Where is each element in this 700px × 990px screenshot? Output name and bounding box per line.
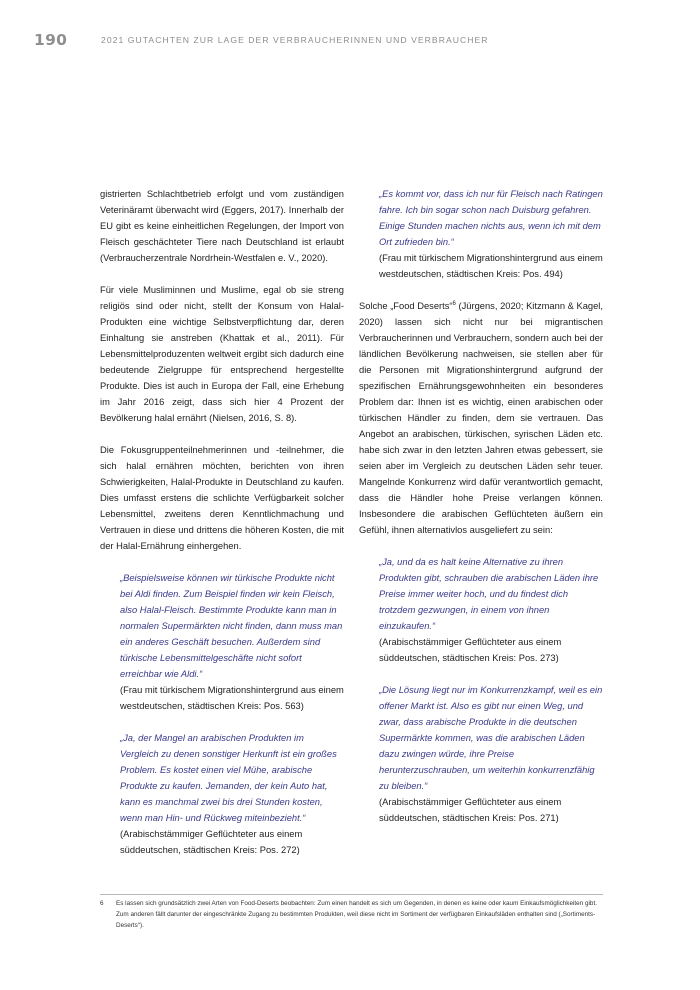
left-paragraph-2: Für viele Musliminnen und Muslime, egal ob sie streng religiös sind oder nicht, stellt der Konsum von Halal-Produkten eine wichtige Selbstverpflichtung dar, deren Einhaltung sie anstreben (Khattak et al., 2011). Für Lebensmittelproduzenten weltweit ergibt sich dadurch eine bedeutende Zielgruppe für entsprechend hergestellte Produkte. Dies ist auch in Europa der Fall, eine Erhebung im Jahr 2016 zeigt, dass sich hier 4 Prozent der Bevölkerung halal ernährt (Nielsen, 2016, S. 8). <box>100 285 344 423</box>
quote-text: „Ja, der Mangel an arabischen Produkten im Vergleich zu denen sonstiger Herkunft ist ein großes Problem. Es kostet einen viel Mühe, arabische Produkte zu kaufen. Jemanden, der kein Auto hat, kann es manchmal zwei bis drei Stunden kosten, wenn man Hin- und Rückweg miteinbezieht.“ <box>120 733 337 823</box>
paragraph-body: (Jürgens, 2020; Kitzmann & Kagel, 2020) lassen sich nicht nur bei migrantischen Verbraucherinnen und Verbrauchern, sondern auch bei der ländlichen Bevölkerung nachweisen, sie stellen aber für die Personen mit Migrationshintergrund aufgrund der spezifischen Ernährungsgewohnheiten ein besonderes Problem dar: Ihnen ist es wichtig, einen arabischen oder türkischen Händler zu finden, dem sie vertrauen. Das Angebot an arabischen, türkischen, syrischen Läden etc. habe sich zwar in den letzten Jahren etwas gebessert, sie seien aber im Vergleich zu deutschen Läden sehr teuer. Mangelnde Konkurrenz wird dafür verantwortlich gemacht, dass die Händler hohe Preise verlangen können. Insbesondere die arabischen Geflüchteten äußern ein Gefühl, ihnen alternativlos ausgeliefert zu sein: <box>359 301 603 535</box>
running-head: 2021 GUTACHTEN ZUR LAGE DER VERBRAUCHERINNEN UND VERBRAUCHER <box>101 35 489 45</box>
footnote <box>100 898 603 931</box>
quote-text: „Beispielsweise können wir türkische Produkte nicht bei Aldi finden. Zum Beispiel finden wir kein Fleisch, also Halal-Fleisch. Bestimmte Produkte kann man in normalen Supermärkten nicht finden, dann muss man ein anderes Geschäft besuchen. Außerdem sind türkische Lebensmittelgeschäfte nicht sofort erreichbar wie Aldi.“ <box>120 573 343 679</box>
paragraph-lead: Solche „Food Deserts“ <box>359 301 453 311</box>
page-number: 190 <box>34 31 68 49</box>
right-column <box>359 186 603 842</box>
quote-source: (Arabischstämmiger Geflüchteter aus einem süddeutschen, städtischen Kreis: Pos. 271) <box>379 797 562 823</box>
quote-source: (Arabischstämmiger Geflüchteter aus einem süddeutschen, städtischen Kreis: Pos. 272) <box>120 829 303 855</box>
left-column <box>100 186 344 874</box>
footnote-number: 6 <box>100 900 104 907</box>
left-paragraph-1: gistrierten Schlachtbetrieb erfolgt und vom zuständigen Veterinäramt überwacht wird (Eggers, 2017). Innerhalb der EU gibt es keine einheitlichen Regelungen, der Import von Fleisch geschächteter Tiere nach Deutschland ist erlaubt (Verbraucherzentrale Nordrhein-Westfalen e. V., 2020). <box>100 189 344 263</box>
right-paragraph-1 <box>359 298 603 538</box>
right-quote-2 <box>359 682 603 826</box>
quote-source: (Frau mit türkischem Migrationshintergrund aus einem westdeutschen, städtischen Kreis: Pos. 563) <box>120 685 344 711</box>
page-header <box>34 30 489 50</box>
footnote-divider <box>100 894 603 895</box>
quote-text: „Die Lösung liegt nur im Konkurrenzkampf, weil es ein offener Markt ist. Also es gibt nur einen Weg, und zwar, dass arabische Produkte in die deutschen Supermärkte kommen, was die arabischen Läden dazu zwingen würde, ihre Preise herunterzuschrauben, um weiterhin konkurrenzfähig zu bleiben.“ <box>379 685 603 791</box>
footnote-text: Es lassen sich grundsätzlich zwei Arten von Food-Deserts beobachten: Zum einen handelt es sich um Gegenden, in denen es keine oder kaum Einkaufsmöglichkeiten gibt. Zum anderen fällt darunter der eingeschränkte Zugang zu bestimmten Produkten, weil diese nicht im Sortiment der verfügbaren Einkaufsläden enthalten sind („Sortiments-Deserts“). <box>116 900 597 929</box>
left-quote-2 <box>100 730 344 858</box>
quote-source: (Frau mit türkischem Migrationshintergrund aus einem westdeutschen, städtischen Kreis: Pos. 494) <box>379 253 603 279</box>
footnote-reference[interactable]: 6 <box>452 300 456 307</box>
quote-text: „Es kommt vor, dass ich nur für Fleisch nach Ratingen fahre. Ich bin sogar schon nach Duisburg gefahren. Einige Stunden machen nichts aus, wenn ich mit dem Ort zufrieden bin.“ <box>379 189 603 247</box>
quote-source: (Arabischstämmiger Geflüchteter aus einem süddeutschen, städtischen Kreis: Pos. 273) <box>379 637 562 663</box>
right-quote-0 <box>359 186 603 282</box>
left-quote-1 <box>100 570 344 714</box>
right-quote-1 <box>359 554 603 666</box>
quote-text: „Ja, und da es halt keine Alternative zu ihren Produkten gibt, schrauben die arabischen Läden ihre Preise immer weiter hoch, und du findest dich trotzdem gezwungen, in einem von ihnen einzukaufen.“ <box>379 557 599 631</box>
left-paragraph-3: Die Fokusgruppenteilnehmerinnen und -teilnehmer, die sich halal ernähren möchten, berichten von ihren Schwierigkeiten, Halal-Produkte in Deutschland zu kaufen. Dies umfasst erstens die schlichte Verfügbarkeit solcher Lebensmittel, zweitens deren Kenntlichmachung und Vertrauen in diese und drittens die höheren Kosten, die mit der Halal-Ernährung einhergehen. <box>100 445 344 551</box>
